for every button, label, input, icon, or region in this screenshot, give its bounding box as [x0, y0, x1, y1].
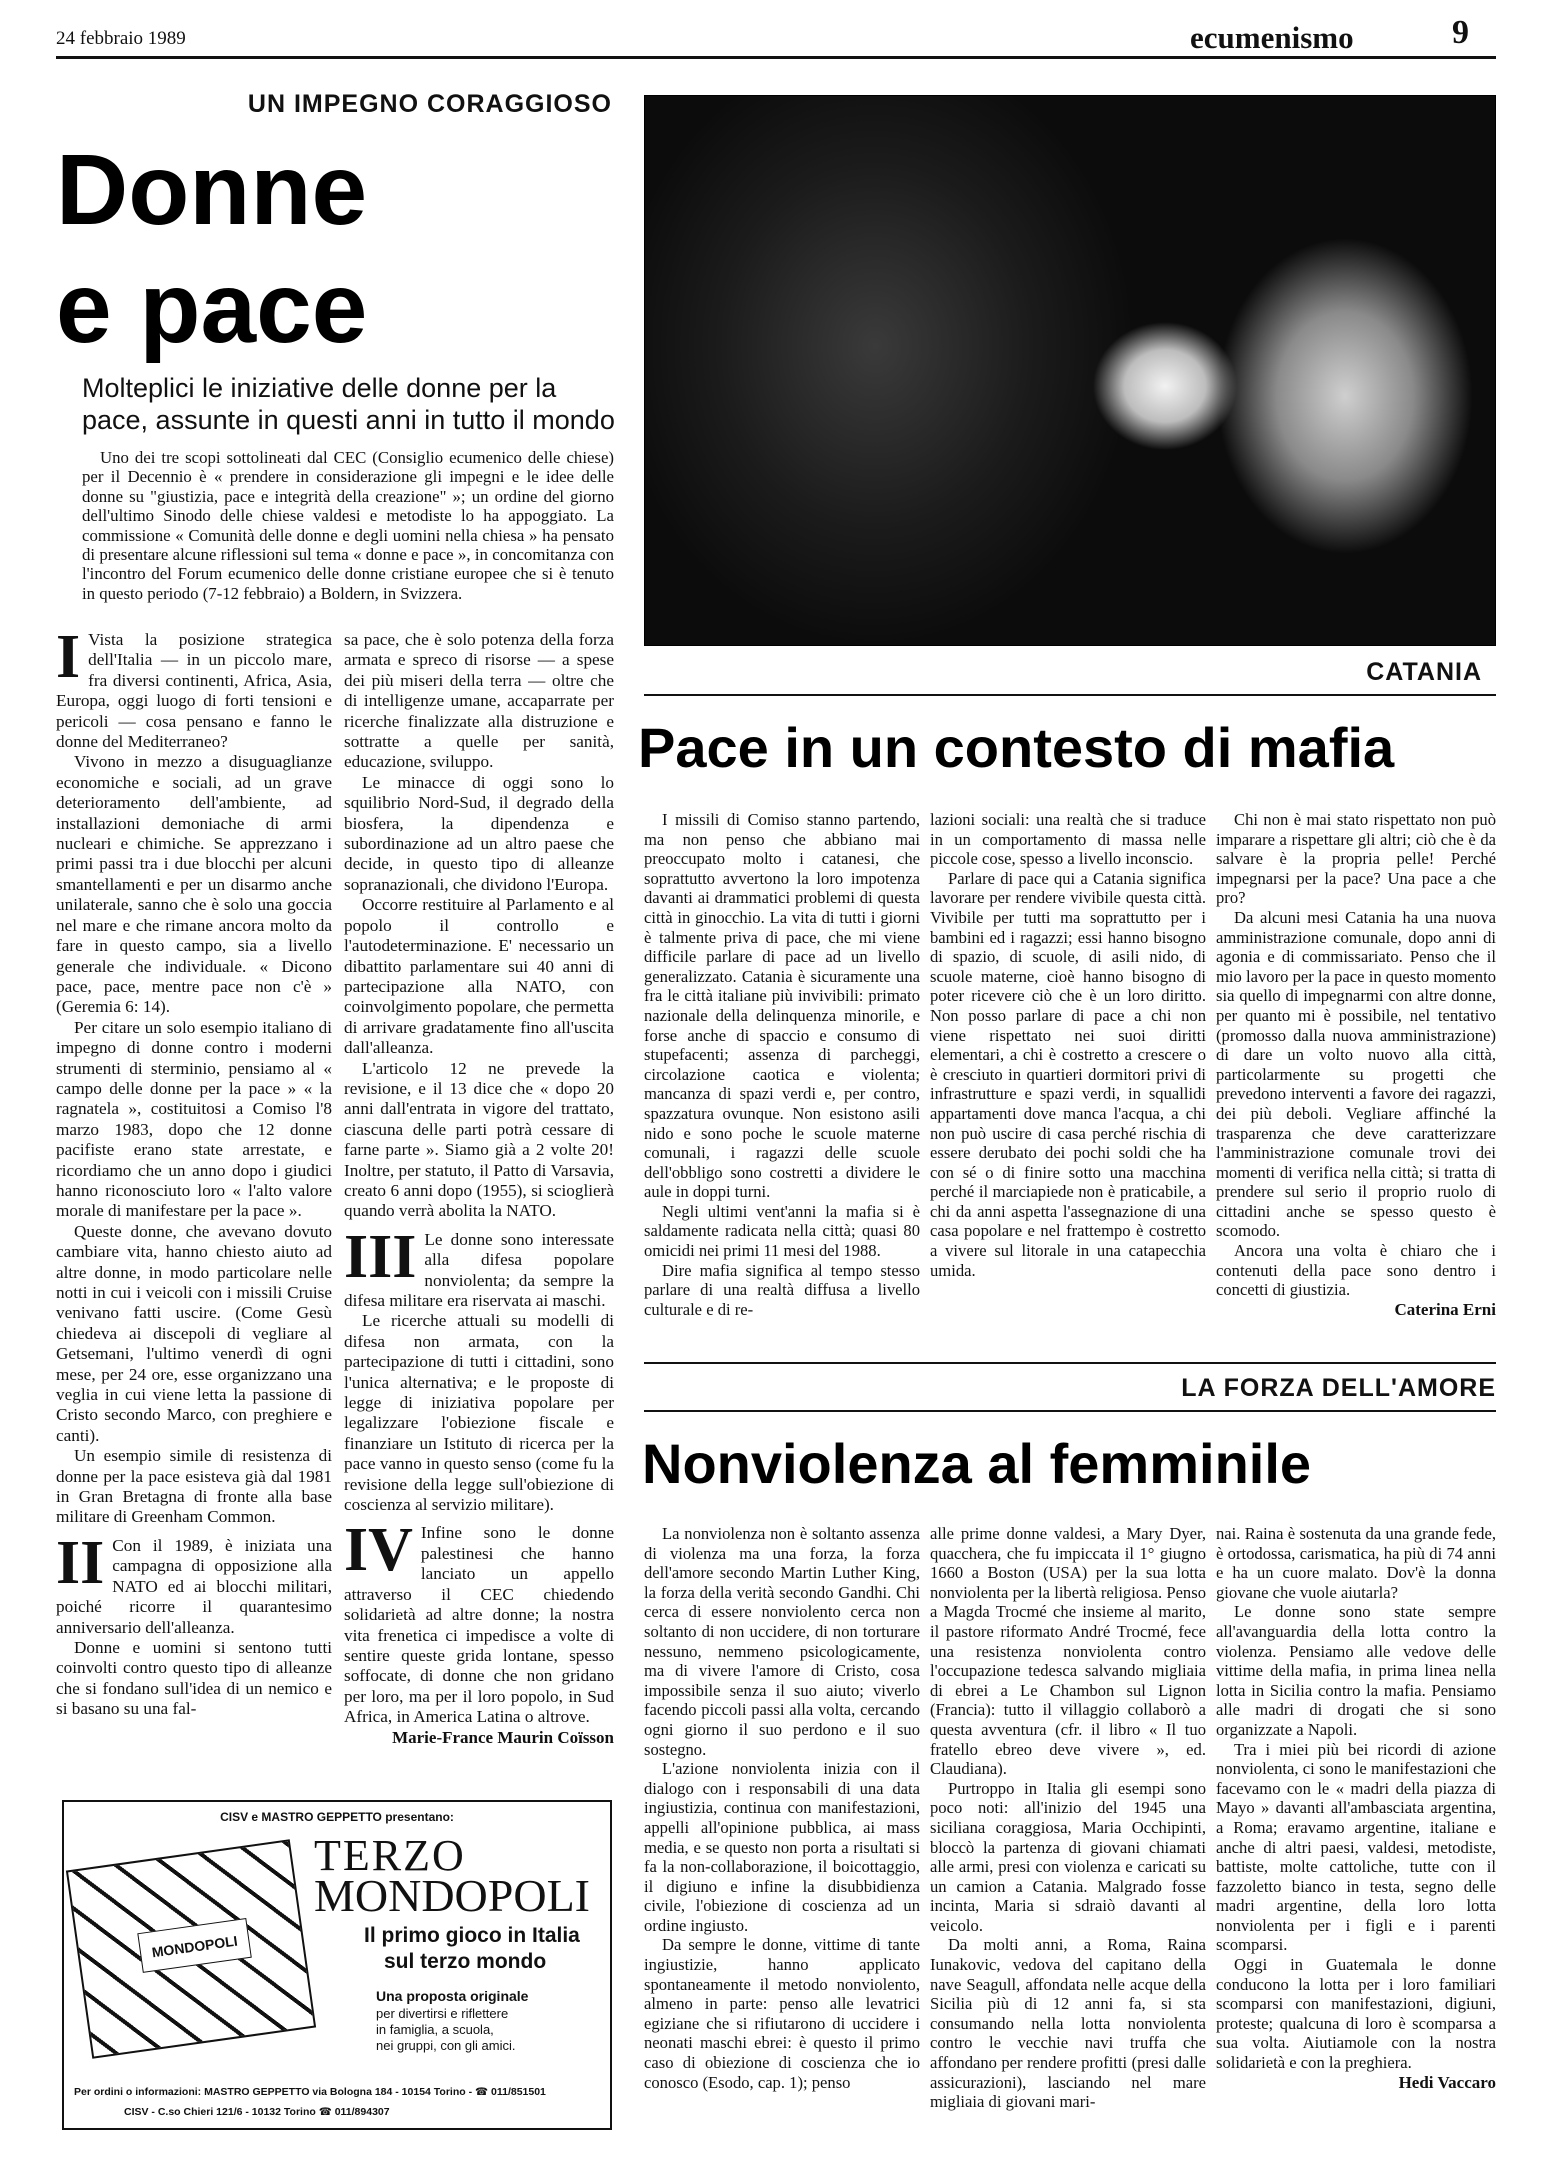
ad-sub-1: Una proposta originale	[376, 1988, 529, 2004]
ad-presenters: CISV e MASTRO GEPPETTO presentano:	[220, 1810, 454, 1824]
ad-logo-line2: MONDOPOLI	[314, 1870, 590, 1921]
ad-sub-2: per divertirsi e riflettere	[376, 2006, 509, 2021]
ad-sub-4: nei gruppi, con gli amici.	[376, 2038, 516, 2053]
forza-column-3: nai. Raina è sostenuta da una grande fede, è ortodossa, carismatica, ha più di 74 anni e ha un cuore malato. Dov'è la donna giovane che vuole aiutarla? Le donne sono state sempre all'avanguardia della lotta contro la violenza. Pensiamo alle vedove delle vittime della mafia, in prima linea nella lotta in Sicilia contro la mafia. Pensiamo alle madri di drogati che si sono organizzate a Napoli. Tra i miei più bei ricordi di azione nonviolenta, ci sono le manifestazioni che facevamo con le « madri della piazza di Mayo » davanti all'ambasciata argentina, a Roma; eravamo argentine, italiane e anche di altri paesi, valdesi, metodiste, battiste, molte cattoliche, tutte con il fazzoletto bianco in testa, segno delle madri argentine, della loro lotta nonviolenta per i figli e i parenti scomparsi. Oggi in Guatemala le donne conducono la lotta per i loro familiari scomparsi con manifestazioni, digiuni, proteste; qualcuna di loro è scomparsa a sua volta. Aiutiamole con la nostra solidarietà e con la preghiera. Hedi Vaccaro	[1216, 1524, 1496, 2092]
left-intro: Uno dei tre scopi sottolineati dal CEC (Consiglio ecumenico delle chiese) per il Decennio è « prendere in considerazione gli impegni e le idee delle donne su "giustizia, pace e integrità della creazione" »; un ordine del giorno dell'ultimo Sinodo delle chiese valdesi e metodiste lo ha appoggiato. La commissione « Comunità delle donne e degli uomini nella chiesa » ha pensato di presentare alcune riflessioni sul tema « donne e pace », in concomitanza con l'incontro del Forum ecumenico delle donne cristiane europee che si è tenuto in questo periodo (7-12 febbraio) a Boldern, in Svizzera.	[82, 448, 614, 603]
game-board-illustration	[66, 1839, 316, 2059]
left-signature: Marie-France Maurin Coïsson	[392, 1727, 614, 1747]
ad-logo-line1: TERZO	[314, 1831, 466, 1880]
forza-title: Nonviolenza al femminile	[642, 1432, 1312, 1495]
separator-rule	[644, 1362, 1496, 1364]
ad-tagline-1: Il primo gioco in Italia	[364, 1924, 580, 1947]
page-number: 9	[1452, 14, 1469, 51]
catania-column-2: lazioni sociali: una realtà che si traduce in un comportamento di massa nelle piccole cose, spesso a livello inconscio. Parlare di pace qui a Catania significa lavorare per rendere vivibile questa città. Vivibile per tutti ma soprattutto per i bambini ed i ragazzi; essi hanno bisogno di spazio, di scuole, di asili nido, di scuole materne, cioè hanno bisogno di poter ricevere ciò che è un loro diritto. Non posso parlare di pace a chi non viene rispettato nei suoi diritti elementari, a chi è costretto a crescere o è cresciuto in quartieri dormitori privi di infrastrutture e spazi verdi, in squallidi appartamenti dove manca l'acqua, a chi non può uscire di casa perché rischia di essere derubato dei pochi soldi che ha con sé o di finire sotto una macchina perché il marciapiede non è praticabile, a chi da anni aspetta l'assegnazione di una casa popolare e nel frattempo è costretto a vivere sul litorale in una catapecchia umida.	[930, 810, 1206, 1280]
forza-kicker: LA FORZA DELL'AMORE	[1181, 1374, 1496, 1402]
catania-rule	[644, 694, 1496, 696]
left-kicker: UN IMPEGNO CORAGGIOSO	[247, 90, 612, 118]
forza-signature: Hedi Vaccaro	[1398, 2072, 1496, 2092]
mondopoli-ad	[62, 1800, 612, 2130]
section-numeral-ii: II	[56, 1528, 105, 1597]
photo-woman-with-flower	[644, 95, 1496, 646]
left-column-1: I Vista la posizione strategica dell'Italia — in un piccolo mare, fra diversi continenti, Africa, Asia, Europa, oggi luogo di forti tensioni e pericoli — cosa pensano e fanno le donne del Mediterraneo? Vivono in mezzo a disuguaglianze economiche e sociali, ad un grave deterioramento dell'ambiente, ad installazioni demoniache di armi nucleari e chimiche. Se apprezzano i primi passi tra i due blocchi per alcuni smantellamenti e per un disarmo anche unilaterale, sanno che è solo una goccia nel mare e che rimane ancora molto da fare in questo campo, sia a livello generale che individuale. « Dicono pace, pace, mentre pace non c'è » (Geremia 6: 14). Per citare un solo esempio italiano di impegno di donne contro i moderni strumenti di sterminio, pensiamo al « campo delle donne per la pace » « la ragnatela », costituitosi a Comiso l'8 marzo 1983, dopo che 12 donne pacifiste erano state arrestate, e ricordiamo che un anno dopo i giudici hanno riconosciuto loro « l'alto valore morale di manifestare per la pace ». Queste donne, che avevano dovuto cambiare vita, hanno chiesto aiuto ad altre donne, in modo particolare nelle notti in cui i veicoli con i missili Cruise venivano fatti uscire. (Come Gesù chiedeva ai discepoli di vegliare al Getsemani, l'ultimo venerdì di ogni mese, per 24 ore, esse organizzano una veglia in cui viene letta la passione di Cristo secondo Marco, con preghiere e canti). Un esempio simile di resistenza di donne per la pace esisteva già dal 1981 in Gran Bretagna di fronte alla base militare di Greenham Common. II Con il 1989, è iniziata una campagna di opposizione alla NATO ed ai blocchi militari, poiché ricorre il quarantesimo anniversario dell'alleanza. Donne e uomini si sentono tutti coinvolti contro questo tipo di alleanze che si fondano sull'idea di un nemico e si basano su una fal-	[56, 623, 332, 1719]
masthead-rule	[56, 56, 1496, 59]
section-name: ecumenismo	[1190, 20, 1354, 55]
catania-signature: Caterina Erni	[1394, 1299, 1496, 1319]
section-numeral-iv: IV	[344, 1516, 413, 1585]
issue-date: 24 febbraio 1989	[56, 28, 186, 49]
left-deck: Molteplici le iniziative delle donne per la pace, assunte in questi anni in tutto il mondo	[82, 373, 615, 435]
ad-footer-1: Per ordini o informazioni: MASTRO GEPPETTO via Bologna 184 - 10154 Torino - ☎ 011/851501	[74, 2086, 546, 2098]
section-numeral-i: I	[56, 623, 81, 691]
board-label: MONDOPOLI	[137, 1918, 251, 1973]
catania-column-3: Chi non è mai stato rispettato non può imparare a rispettare gli altri; ciò che è da salvare è la propria pelle! Perché impegnarsi per la pace? Una pace a che pro? Da alcuni mesi Catania ha una nuova amministrazione comunale, dopo anni di agonia e di commissariato. Penso che il mio lavoro per la pace in questo momento sia quello di impegnarmi con altre donne, per quanto mi è possibile, nel tentativo (promosso dalla nuova amministrazione) di dare un volto nuovo alla città, particolarmente su progetti che prevedono interventi a favore dei ragazzi, dei più deboli. Vegliare affinché la trasparenza che deve caratterizzare l'amministrazione comunale trovi dei momenti di verifica nella città; si tratta di prendere sul serio il proprio ruolo di cittadini anche se spesso questo è scomodo. Ancora una volta è chiaro che i contenuti della pace sono dentro i concetti di giustizia. Caterina Erni	[1216, 810, 1496, 1319]
catania-title: Pace in un contesto di mafia	[638, 716, 1395, 779]
ad-sub-3: in famiglia, a scuola,	[376, 2022, 494, 2037]
ad-tagline-2: sul terzo mondo	[384, 1950, 547, 1973]
ad-footer-2: CISV - C.so Chieri 121/6 - 10132 Torino ☎ 011/894307	[124, 2106, 390, 2118]
left-column-2: sa pace, che è solo potenza della forza armata e spreco di risorse — a spese dei più miseri della terra — oltre che di intelligenze umane, accaparrate per ricerche finalizzate alla distruzione e sottratte a quelle per sanità, educazione, sviluppo. Le minacce di oggi sono lo squilibrio Nord-Sud, il degrado della biosfera, la dipendenza e subordinazione ad un altro paese che decide, in questo tipo di alleanze sopranazionali, che dividono l'Europa. Occorre restituire al Parlamento e al popolo il controllo e l'autodeterminazione. E' necessario un dibattito parlamentare sui 40 anni di partecipazione alla NATO, con coinvolgimento popolare, che permetta di arrivare gradatamente fino all'uscita dall'alleanza. L'articolo 12 ne prevede la revisione, e il 13 dice che « dopo 20 anni dall'entrata in vigore del trattato, ciascuna delle parti potrà cessare di farne parte ». Siamo già a 2 volte 20! Inoltre, per statuto, il Patto di Varsavia, creato 6 anni dopo (1955), si scioglierà quando verrà abolita la NATO. III Le donne sono interessate alla difesa popolare nonviolenta; da sempre la difesa militare era riservata ai maschi. Le ricerche attuali su modelli di difesa non armata, con la partecipazione di tutti i cittadini, sono l'unica alternativa; e le proposte di legge di iniziativa popolare per legalizzare l'obiezione fiscale e finanziare un Istituto di ricerca per la pace vanno in questo senso (come fu la revisione della legge sull'obiezione di coscienza al servizio militare). IV Infine sono le donne palestinesi che hanno lanciato un appello attraverso il CEC chiedendo solidarietà ad altre donne; la nostra vita frenetica ci impedisce a volte di sentire queste grida lontane, spesso soffocate, di donne che non gridano per loro, ma per il loro popolo, in Sud Africa, in America Latina o altrove. Marie-France Maurin Coïsson	[344, 630, 614, 1747]
catania-column-1: I missili di Comiso stanno partendo, ma non penso che abbiano mai preoccupato molto i catanesi, che soprattutto avvertono la loro impotenza davanti ai drammatici problemi di questa città in ginocchio. La vita di tutti i giorni è talmente priva di pace, che mi viene difficile parlare di pace ad un livello generalizzato. Catania è sicuramente una fra le città italiane più invivibili: primato nazionale della delinquenza minorile, e forse anche di spaccio e consumo di stupefacenti; assenza di parcheggi, circolazione caotica e violenta; mancanza di spazi verdi e, per contro, spazzatura ovunque. Non esistono asili nido e sono poche le scuole materne comunali, i ragazzi delle scuole dell'obbligo sono costretti a dividere le aule in doppi turni. Negli ultimi vent'anni la mafia si è saldamente radicata nella città; quasi 80 omicidi nei primi 11 mesi del 1988. Dire mafia significa al tempo stesso parlare di una realtà diffusa a livello culturale e di re-	[644, 810, 920, 1319]
left-title-line1: Donne	[56, 134, 368, 246]
left-title-line2: e pace	[56, 252, 368, 364]
forza-column-2: alle prime donne valdesi, a Mary Dyer, quacchera, che fu impiccata il 1° giugno 1660 a Boston (USA) per la sua lotta nonviolenta per la libertà religiosa. Penso a Magda Trocmé che insieme al marito, il pastore riformato André Trocmé, fece una resistenza nonviolenta contro l'occupazione tedesca salvando migliaia di ebrei a Le Chambon sul Lignon (Francia): tutto il villaggio collaborò a questa avventura (cfr. il libro « Il tuo fratello ebreo deve vivere », ed. Claudiana). Purtroppo in Italia gli esempi sono poco noti: all'inizio del 1945 una siciliana coraggiosa, Maria Occhipinti, bloccò la partenza di giovani chiamati alle armi, presi con violenza e caricati su un camion a Catania. Malgrado fosse incinta, Maria si sdraiò davanti al veicolo. Da molti anni, a Roma, Raina Iunakovic, vedova del capitano della nave Seagull, affondata nelle acque della Sicilia più di 12 anni fa, si sta consumando nella lotta nonviolenta contro le vecchie navi truffa che affondano per rendere profitti (presi dalle assicurazioni), lasciando nel mare migliaia di giovani mari-	[930, 1524, 1206, 2112]
catania-kicker: CATANIA	[1366, 658, 1482, 686]
forza-rule	[644, 1410, 1496, 1412]
section-numeral-iii: III	[344, 1222, 417, 1291]
forza-column-1: La nonviolenza non è soltanto assenza di violenza ma una forza, la forza dell'amore secondo Martin Luther King, la forza della verità secondo Gandhi. Chi cerca di essere nonviolento cerca non soltanto di non uccidere, di non torturare nessuno, nemmeno psicologicamente, ma di vivere l'amore di Cristo, cosa impossibile senza il suo aiuto; viverlo facendo piccoli passi alla volta, cercando ogni giorno il suo perdono e il suo sostegno. L'azione nonviolenta inizia con il dialogo con i responsabili di una data ingiustizia, continua con manifestazioni, appelli all'opinione pubblica, ai mass media, e se questo non porta a risultati si fa la non-collaborazione, il boicottaggio, il digiuno e infine la disubbidienza civile, l'obiezione di coscienza ad un ordine ingiusto. Da sempre le donne, vittime di tante ingiustizie, hanno applicato spontaneamente il metodo nonviolento, almeno in parte: penso alle levatrici egiziane che si rifiutarono di uccidere i neonati maschi ebrei: è questo il primo caso di obiezione di coscienza che io conosco (Esodo, cap. 1); penso	[644, 1524, 920, 2092]
